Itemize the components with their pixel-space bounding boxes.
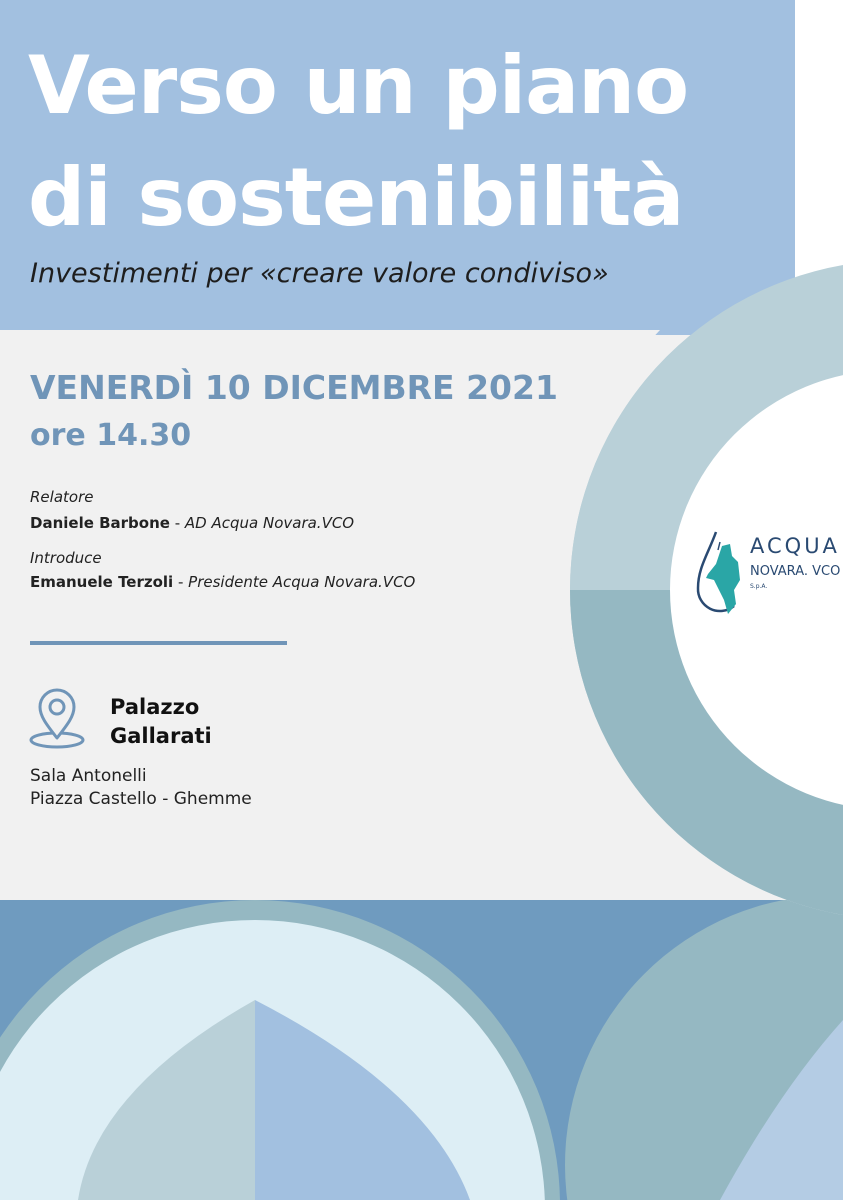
speaker-separator-2: - xyxy=(173,573,189,591)
title-line-2: di sostenibilità xyxy=(28,151,684,244)
logo-word-spa: S.p.A. xyxy=(750,583,768,590)
venue-address-line-1: Sala Antonelli xyxy=(30,766,147,786)
logo-word-acqua: ACQUA xyxy=(750,534,840,558)
venue-address xyxy=(30,765,252,811)
logo-word-novara: NOVARA. VCO xyxy=(750,564,841,579)
title-line-1: Verso un piano xyxy=(28,39,689,132)
venue-name-line-1: Palazzo xyxy=(110,695,200,719)
divider xyxy=(30,641,287,645)
venue-name xyxy=(110,693,212,751)
venue-address-line-2: Piazza Castello - Ghemme xyxy=(30,789,252,809)
event-date: VENERDÌ 10 DICEMBRE 2021 xyxy=(30,368,558,407)
speaker-role-1: Relatore xyxy=(30,488,94,506)
venue-name-line-2: Gallarati xyxy=(110,724,212,748)
speaker-2 xyxy=(30,573,415,591)
location-pin-icon xyxy=(28,688,86,750)
page-title xyxy=(28,30,808,254)
acqua-novara-logo xyxy=(694,528,843,620)
speaker-separator-1: - xyxy=(169,514,185,532)
speaker-1 xyxy=(30,514,354,532)
water-drop-logo-icon xyxy=(694,528,746,620)
speaker-name-1: Daniele Barbone xyxy=(30,514,170,532)
speaker-title-1: AD Acqua Novara.VCO xyxy=(184,514,355,532)
speaker-role-2: Introduce xyxy=(30,549,102,567)
speaker-title-2: Presidente Acqua Novara.VCO xyxy=(188,573,416,591)
event-time: ore 14.30 xyxy=(30,418,192,453)
speaker-name-2: Emanuele Terzoli xyxy=(30,573,174,591)
subtitle: Investimenti per «creare valore condiviso» xyxy=(30,258,609,289)
